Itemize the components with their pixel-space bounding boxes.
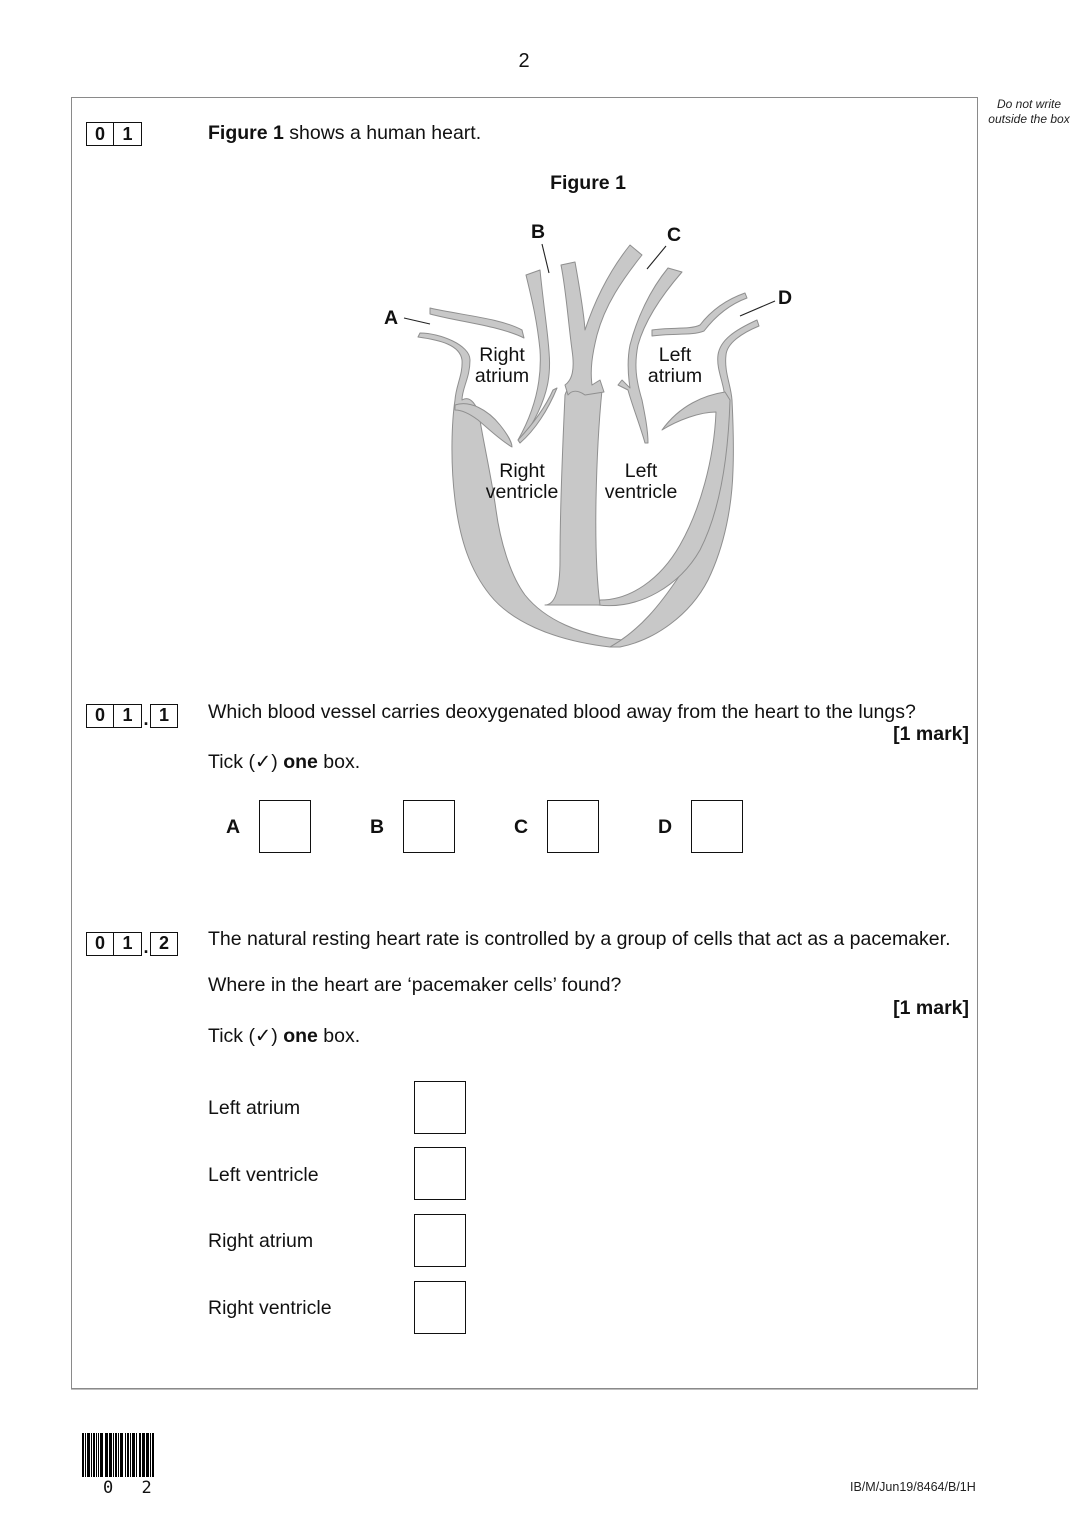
vessel-label-b: B bbox=[531, 221, 546, 243]
label-line: Left bbox=[658, 344, 692, 366]
tick-box-c[interactable] bbox=[547, 800, 599, 853]
option-label-right-atrium: Right atrium bbox=[208, 1230, 314, 1252]
barcode-number: 0 2 bbox=[103, 1478, 161, 1498]
option-letter-a: A bbox=[226, 816, 241, 838]
chamber-label-left-ventricle bbox=[596, 461, 686, 503]
option-letter-b: B bbox=[370, 816, 385, 838]
tick-box-a[interactable] bbox=[259, 800, 311, 853]
question-number-cell: 0 bbox=[86, 704, 114, 728]
question-number-cell: 2 bbox=[150, 932, 178, 956]
instruction-text: Tick (✓) bbox=[208, 1025, 284, 1047]
marks-01-2: [1 mark] bbox=[893, 997, 969, 1019]
instruction-01-1 bbox=[208, 750, 360, 774]
option-label-left-ventricle: Left ventricle bbox=[208, 1164, 319, 1186]
question-number-cell: 1 bbox=[150, 704, 178, 728]
question-01-1-text: Which blood vessel carries deoxygenated blood away from the heart to the lungs? bbox=[208, 701, 916, 723]
paper-code: IB/M/Jun19/8464/B/1H bbox=[850, 1480, 976, 1494]
question-number-01-2 bbox=[86, 929, 178, 958]
chamber-label-left-atrium bbox=[635, 345, 715, 387]
instruction-01-2 bbox=[208, 1024, 360, 1048]
instruction-text: Tick (✓) bbox=[208, 751, 284, 773]
vessel-label-d: D bbox=[778, 287, 793, 309]
chamber-label-right-ventricle bbox=[477, 461, 567, 503]
question-number-cell: 1 bbox=[114, 122, 142, 146]
label-line: Right bbox=[479, 344, 525, 366]
question-01-2-statement: The natural resting heart rate is controlled by a group of cells that act as a pacemaker. bbox=[208, 928, 951, 950]
instruction-text: box. bbox=[317, 1025, 361, 1047]
tick-box-left-atrium[interactable] bbox=[414, 1081, 466, 1134]
instruction-text: box. bbox=[317, 751, 361, 773]
option-letter-d: D bbox=[658, 816, 673, 838]
vessel-label-c: C bbox=[667, 224, 682, 246]
label-line: Right bbox=[499, 460, 545, 482]
option-letter-c: C bbox=[514, 816, 529, 838]
page-number: 2 bbox=[518, 50, 530, 72]
margin-note: Do not write outside the box bbox=[988, 97, 1070, 126]
question-number-01 bbox=[86, 122, 142, 146]
marks-01-1: [1 mark] bbox=[893, 723, 969, 745]
question-number-cell: 0 bbox=[86, 122, 114, 146]
question-01-2-text: Where in the heart are ‘pacemaker cells’ found? bbox=[208, 974, 622, 996]
tick-box-right-atrium[interactable] bbox=[414, 1214, 466, 1267]
question-number-dot: . bbox=[143, 709, 149, 729]
instruction-emphasis: one bbox=[283, 751, 318, 773]
question-number-dot: . bbox=[143, 937, 149, 957]
question-number-01-1 bbox=[86, 701, 178, 730]
label-line: ventricle bbox=[485, 481, 559, 503]
question-number-cell: 0 bbox=[86, 932, 114, 956]
label-line: ventricle bbox=[604, 481, 678, 503]
tick-box-d[interactable] bbox=[691, 800, 743, 853]
question-01-intro bbox=[208, 121, 481, 145]
vessel-label-a: A bbox=[384, 307, 399, 329]
option-label-left-atrium: Left atrium bbox=[208, 1097, 301, 1119]
question-number-cell: 1 bbox=[114, 932, 142, 956]
option-label-right-ventricle: Right ventricle bbox=[208, 1297, 332, 1319]
label-line: atrium bbox=[647, 365, 703, 387]
barcode bbox=[82, 1433, 155, 1477]
tick-box-right-ventricle[interactable] bbox=[414, 1281, 466, 1334]
instruction-emphasis: one bbox=[283, 1025, 318, 1047]
tick-box-left-ventricle[interactable] bbox=[414, 1147, 466, 1200]
heart-diagram bbox=[370, 200, 820, 660]
label-line: Left bbox=[624, 460, 658, 482]
intro-text: shows a human heart. bbox=[283, 122, 482, 144]
question-number-cell: 1 bbox=[114, 704, 142, 728]
tick-box-b[interactable] bbox=[403, 800, 455, 853]
figure-title: Figure 1 bbox=[550, 172, 626, 194]
label-line: atrium bbox=[474, 365, 530, 387]
chamber-label-right-atrium bbox=[462, 345, 542, 387]
figure-reference: Figure 1 bbox=[208, 122, 284, 144]
